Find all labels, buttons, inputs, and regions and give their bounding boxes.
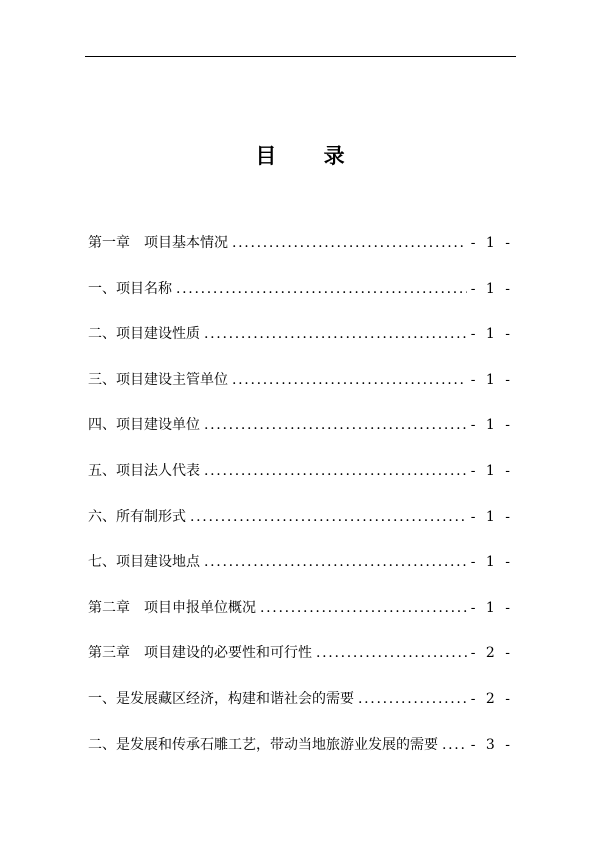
toc-entry-page: - 1 - xyxy=(470,280,513,297)
toc-entry-text: 四、项目建设单位 xyxy=(88,417,200,434)
toc-entry-text: 五、项目法人代表 xyxy=(88,462,200,479)
toc-entry[interactable] xyxy=(88,323,513,369)
dot-leader xyxy=(204,551,467,573)
toc-entry[interactable] xyxy=(88,551,513,597)
toc-entry-text: 第三章 项目建设的必要性和可行性 xyxy=(88,645,312,662)
toc-title: 目 录 xyxy=(255,143,365,168)
toc-entry[interactable] xyxy=(88,369,513,415)
toc-entry-page: - 2 - xyxy=(470,645,513,662)
toc-entry[interactable] xyxy=(88,506,513,552)
toc-entry-text: 一、项目名称 xyxy=(88,280,172,297)
toc-entry[interactable] xyxy=(88,642,513,688)
toc-entry[interactable] xyxy=(88,414,513,460)
toc-entry-text: 一、是发展藏区经济，构建和谐社会的需要 xyxy=(88,690,354,707)
dot-leader xyxy=(176,278,467,300)
toc-entry-page: - 1 - xyxy=(470,235,513,251)
dot-leader xyxy=(358,688,467,710)
toc-entry[interactable] xyxy=(88,278,513,324)
dot-leader xyxy=(232,232,467,254)
toc-entry-page: - 1 - xyxy=(470,417,513,434)
toc-entry-page: - 2 - xyxy=(470,690,513,707)
toc-entry-page: - 1 - xyxy=(470,599,513,616)
toc-entry[interactable] xyxy=(88,597,513,643)
toc-entry-page: - 3 - xyxy=(470,736,513,753)
toc-entry[interactable] xyxy=(88,734,513,780)
toc-entry[interactable] xyxy=(88,460,513,506)
toc-entry-text: 三、项目建设主管单位 xyxy=(88,371,228,388)
toc-entry-text: 二、是发展和传承石雕工艺，带动当地旅游业发展的需要 xyxy=(88,736,438,753)
toc-entry-page: - 1 - xyxy=(470,554,513,571)
toc-entry-page: - 1 - xyxy=(470,508,513,525)
dot-leader xyxy=(204,460,467,482)
dot-leader xyxy=(190,506,467,528)
header-rule xyxy=(85,56,516,57)
toc-entry[interactable] xyxy=(88,232,513,278)
toc-entry-page: - 1 - xyxy=(470,371,513,388)
dot-leader xyxy=(204,323,467,345)
toc-entry-text: 第一章 项目基本情况 xyxy=(88,235,228,251)
dot-leader xyxy=(260,597,467,619)
dot-leader xyxy=(232,369,467,391)
toc-list xyxy=(88,232,513,779)
toc-entry-page: - 1 - xyxy=(470,326,513,343)
dot-leader xyxy=(316,642,467,664)
toc-entry-text: 第二章 项目申报单位概况 xyxy=(88,599,256,616)
toc-entry-text: 六、所有制形式 xyxy=(88,508,186,525)
dot-leader xyxy=(442,734,467,756)
toc-entry-text: 二、项目建设性质 xyxy=(88,326,200,343)
toc-entry[interactable] xyxy=(88,688,513,734)
dot-leader xyxy=(204,414,467,436)
toc-entry-page: - 1 - xyxy=(470,462,513,479)
toc-entry-text: 七、项目建设地点 xyxy=(88,554,200,571)
